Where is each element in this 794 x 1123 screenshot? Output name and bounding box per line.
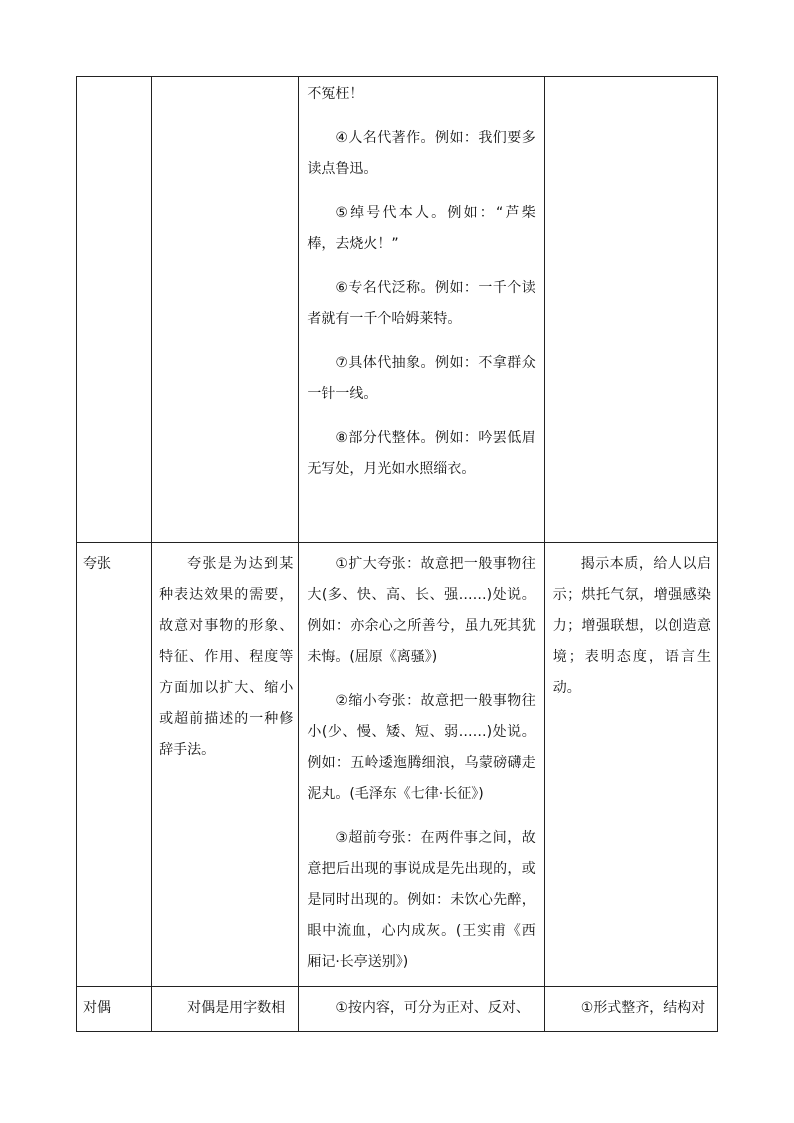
effect-cell — [544, 77, 717, 543]
example-paragraph: ①按内容，可分为正对、反对、 — [335, 1000, 530, 1016]
example-paragraph: ②缩小夸张：故意把一般事物往小(少、慢、矮、短、弱……)处说。例如：五岭逶迤腾细浪，乌蒙磅礴走泥丸。(毛泽东《七律·长征》) — [307, 693, 536, 802]
term-name: 对偶 — [83, 1000, 111, 1016]
example-paragraph: ⑤绰号代本人。例如：“芦柴棒，去烧火！” — [307, 205, 536, 252]
example-paragraph: ⑥专名代泛称。例如：一千个读者就有一千个哈姆莱特。 — [307, 280, 536, 327]
term-definition: 对偶是用字数相 — [187, 1000, 286, 1016]
example-paragraph: ⑧部分代整体。例如：吟罢低眉无写处，月光如水照缁衣。 — [307, 430, 536, 477]
examples-cell — [299, 987, 544, 1032]
definition-cell — [152, 987, 299, 1032]
table-row — [77, 543, 718, 987]
examples-cell — [299, 77, 544, 543]
term-effect: ①形式整齐，结构对 — [580, 1000, 706, 1016]
term-cell — [77, 987, 152, 1032]
table-row — [77, 987, 718, 1032]
definition-cell — [152, 77, 299, 543]
term-name: 夸张 — [83, 556, 111, 572]
effect-cell — [544, 987, 717, 1032]
example-paragraph: 不冤枉！ — [307, 86, 364, 102]
term-cell — [77, 77, 152, 543]
table-row — [77, 77, 718, 543]
examples-cell — [299, 543, 544, 987]
example-paragraph: ①扩大夸张：故意把一般事物往大(多、快、高、长、强……)处说。例如：亦余心之所善兮，虽九死其犹未悔。(屈原《离骚》) — [307, 556, 536, 665]
example-paragraph: ④人名代著作。例如：我们要多读点鲁迅。 — [307, 130, 536, 177]
term-effect: 揭示本质，给人以启示；烘托气氛，增强感染力；增强联想，以创造意境；表明态度，语言生动。 — [552, 556, 711, 696]
example-paragraph: ③超前夸张：在两件事之间，故意把后出现的事说成是先出现的，或是同时出现的。例如：未饮心先醉，眼中流血，心内成灰。(王实甫《西厢记·长亭送别》) — [307, 830, 536, 970]
rhetoric-table — [76, 76, 718, 1032]
term-definition: 夸张是为达到某种表达效果的需要，故意对事物的形象、特征、作用、程度等方面加以扩大、缩小或超前描述的一种修辞手法。 — [159, 556, 294, 758]
term-cell — [77, 543, 152, 987]
example-paragraph: ⑦具体代抽象。例如：不拿群众一针一线。 — [307, 355, 536, 402]
definition-cell — [152, 543, 299, 987]
effect-cell — [544, 543, 717, 987]
